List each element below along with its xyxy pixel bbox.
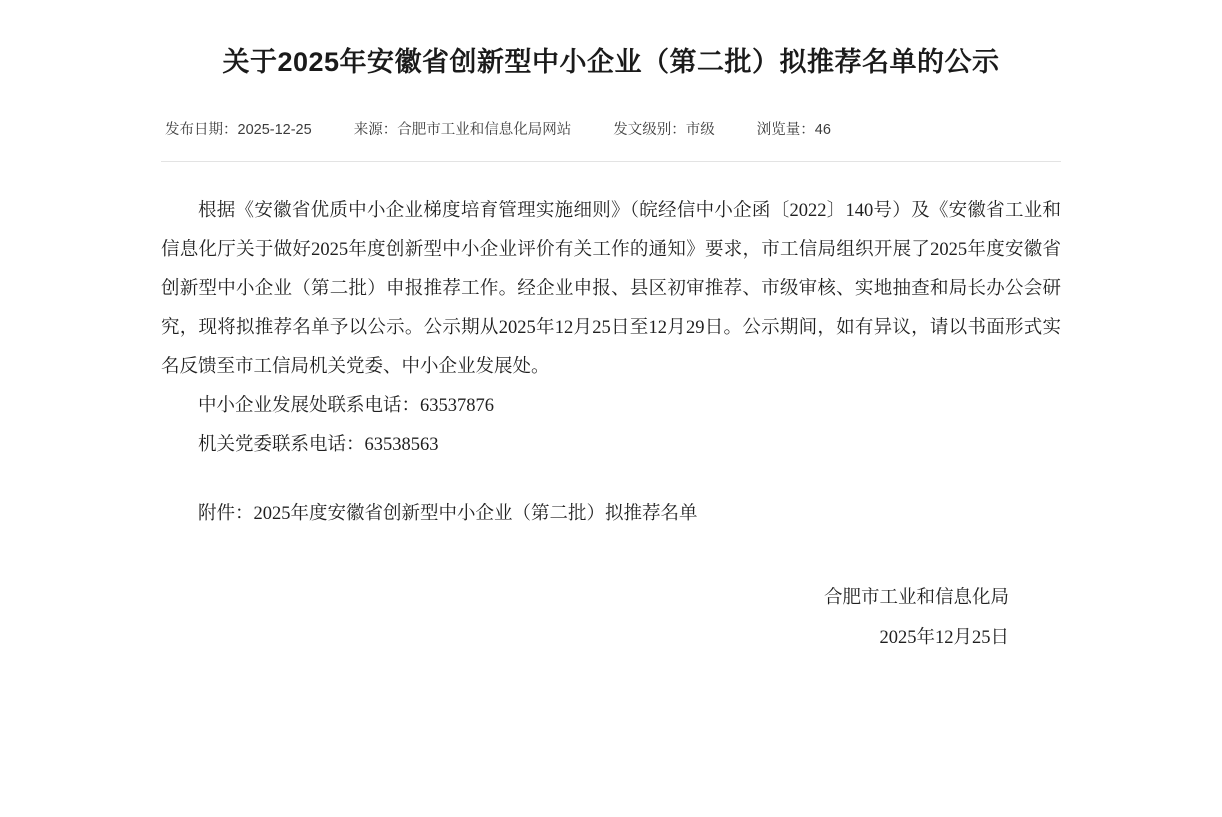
page-title: 关于2025年安徽省创新型中小企业（第二批）拟推荐名单的公示 <box>222 47 1000 77</box>
meta-publish-date <box>165 118 312 139</box>
meta-publish-date-label: 发布日期： <box>165 122 238 138</box>
meta-level <box>613 118 715 139</box>
meta-views <box>757 118 831 139</box>
signature-block <box>161 578 1061 658</box>
attachment-line: 附件：2025年度安徽省创新型中小企业（第二批）拟推荐名单 <box>198 504 698 524</box>
contact-line-development: 中小企业发展处联系电话：63537876 <box>198 396 495 416</box>
meta-source-label: 来源： <box>353 122 398 138</box>
signature-org: 合肥市工业和信息化局 <box>823 588 1009 608</box>
meta-source <box>354 118 572 139</box>
contact-line-party: 机关党委联系电话：63538563 <box>198 435 439 455</box>
meta-level-value: 市级 <box>685 122 715 138</box>
article <box>161 0 1061 658</box>
meta-source-value: 合肥市工业和信息化局网站 <box>397 122 572 138</box>
article-meta <box>161 118 1061 139</box>
meta-level-label: 发文级别： <box>613 122 686 138</box>
header-divider <box>161 161 1061 162</box>
meta-views-value: 46 <box>814 122 831 138</box>
signature-date: 2025年12月25日 <box>879 628 1009 648</box>
body-paragraph: 根据《安徽省优质中小企业梯度培育管理实施细则》（皖经信中小企函〔2022〕140号）及《安徽省工业和信息化厅关于做好2025年度创新型中小企业评价有关工作的通知》要求，市工信局组织开展了2025年度安徽省创新型中小企业（第二批）申报推荐工作。经企业申报、县区初审推荐、市级审核、实地抽查和局长办公会研究，现将拟推荐名单予以公示。公示期从2025年12月25日至12月29日。公示期间，如有异议，请以书面形式实名反馈至市工信局机关党委、中小企业发展处。 <box>161 201 1061 377</box>
article-body <box>161 192 1061 534</box>
meta-publish-date-value: 2025-12-25 <box>237 122 312 138</box>
meta-views-label: 浏览量： <box>756 122 815 138</box>
spacer <box>161 465 1061 495</box>
